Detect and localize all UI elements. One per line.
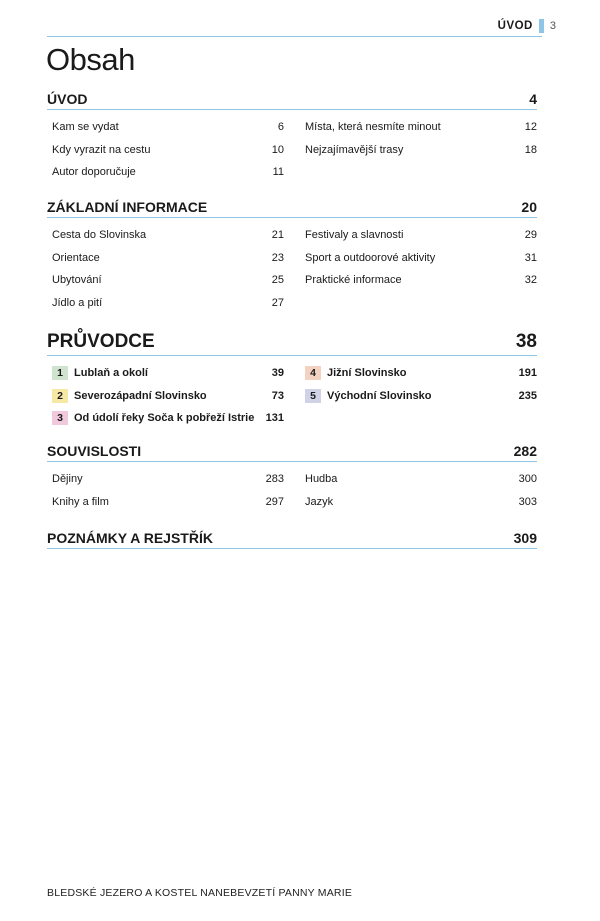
entry-page: 235 bbox=[518, 389, 537, 402]
guide-chapter-entry[interactable] bbox=[305, 362, 537, 385]
entry-label: Lublaň a okolí bbox=[74, 367, 148, 380]
entry-page: 300 bbox=[518, 473, 537, 486]
right-column bbox=[305, 468, 537, 513]
entry-label: Knihy a film bbox=[52, 495, 109, 508]
entry-page: 12 bbox=[524, 121, 537, 134]
section-page: 309 bbox=[513, 530, 537, 546]
entry-page: 39 bbox=[271, 367, 284, 380]
entry-label: Praktické informace bbox=[305, 274, 402, 287]
entry-label: Místa, která nesmíte minout bbox=[305, 121, 441, 134]
entry-page: 25 bbox=[271, 274, 284, 287]
left-column bbox=[47, 362, 284, 430]
entry-page: 303 bbox=[518, 495, 537, 508]
entry-label: Jazyk bbox=[305, 495, 334, 508]
left-column bbox=[47, 468, 284, 513]
chapter-number-badge: 4 bbox=[305, 366, 321, 380]
entry-page: 18 bbox=[524, 143, 537, 156]
entry-label: Sport a outdoorové aktivity bbox=[305, 251, 436, 264]
section-heading[interactable] bbox=[47, 91, 537, 110]
entry-page: 6 bbox=[277, 121, 284, 134]
section-uvod bbox=[47, 91, 537, 184]
section-heading[interactable] bbox=[47, 530, 537, 549]
photo-caption: BLEDSKÉ JEZERO A KOSTEL NANEBEVZETÍ PANNY MARIE bbox=[47, 887, 353, 899]
section-title: POZNÁMKY A REJSTŘÍK bbox=[47, 530, 213, 546]
section-title: ZÁKLADNÍ INFORMACE bbox=[47, 199, 208, 215]
left-column bbox=[47, 224, 284, 314]
entry-label: Od údolí řeky Soča k pobřeží Istrie bbox=[74, 412, 255, 425]
chapter-number-badge: 5 bbox=[305, 389, 321, 403]
section-title: PRŮVODCE bbox=[47, 331, 155, 352]
top-rule bbox=[47, 36, 542, 37]
toc-entry[interactable] bbox=[52, 139, 284, 162]
toc-entry[interactable] bbox=[52, 247, 284, 270]
chapter-number-badge: 3 bbox=[52, 411, 68, 425]
entry-label: Nejzajímavější trasy bbox=[305, 143, 404, 156]
entry-page: 31 bbox=[524, 251, 537, 264]
guide-chapter-entry[interactable] bbox=[52, 362, 284, 385]
guide-chapter-entry[interactable] bbox=[305, 385, 537, 408]
chapter-number-badge: 2 bbox=[52, 389, 68, 403]
entry-label: Orientace bbox=[52, 251, 100, 264]
entry-label: Kdy vyrazit na cestu bbox=[52, 143, 151, 156]
section-title: SOUVISLOSTI bbox=[47, 443, 142, 459]
section-poznamky-a-rejstrik bbox=[47, 530, 537, 549]
entry-page: 73 bbox=[271, 389, 284, 402]
right-column bbox=[305, 116, 537, 184]
entry-label: Ubytování bbox=[52, 274, 102, 287]
entry-page: 23 bbox=[271, 251, 284, 264]
section-zakladni-informace bbox=[47, 199, 537, 314]
entry-label: Autor doporučuje bbox=[52, 166, 136, 179]
toc-entry[interactable] bbox=[305, 247, 537, 270]
entry-label: Jižní Slovinsko bbox=[327, 367, 407, 380]
chapter-number-badge: 1 bbox=[52, 366, 68, 380]
entry-page: 21 bbox=[271, 229, 284, 242]
toc-entry[interactable] bbox=[52, 292, 284, 315]
section-heading[interactable] bbox=[47, 331, 537, 356]
section-page: 282 bbox=[513, 443, 537, 459]
entry-label: Cesta do Slovinska bbox=[52, 229, 147, 242]
accent-bar bbox=[539, 19, 544, 33]
toc-entry[interactable] bbox=[52, 491, 284, 514]
section-title: ÚVOD bbox=[47, 91, 88, 107]
entry-page: 10 bbox=[271, 143, 284, 156]
entry-page: 283 bbox=[265, 473, 284, 486]
left-column bbox=[47, 116, 284, 184]
section-page: 38 bbox=[515, 331, 537, 352]
section-heading[interactable] bbox=[47, 199, 537, 218]
toc-entry[interactable] bbox=[305, 468, 537, 491]
guide-chapter-entry[interactable] bbox=[52, 407, 284, 430]
entry-label: Jídlo a pití bbox=[52, 296, 103, 309]
entry-label: Hudba bbox=[305, 473, 338, 486]
entry-label: Dějiny bbox=[52, 473, 83, 486]
toc-entry[interactable] bbox=[305, 269, 537, 292]
section-heading[interactable] bbox=[47, 443, 537, 462]
section-pruvodce bbox=[47, 331, 537, 430]
section-souvislosti bbox=[47, 443, 537, 513]
toc-entry[interactable] bbox=[52, 116, 284, 139]
guide-chapter-entry[interactable] bbox=[52, 385, 284, 408]
toc-entry[interactable] bbox=[305, 491, 537, 514]
entry-label: Kam se vydat bbox=[52, 121, 119, 134]
entry-page: 191 bbox=[518, 367, 537, 380]
toc-entry[interactable] bbox=[305, 224, 537, 247]
entry-label: Severozápadní Slovinsko bbox=[74, 389, 207, 402]
entry-page: 32 bbox=[524, 274, 537, 287]
running-header-label: ÚVOD bbox=[497, 20, 533, 32]
entry-label: Východní Slovinsko bbox=[327, 389, 432, 402]
right-column bbox=[305, 224, 537, 314]
entry-label: Festivaly a slavnosti bbox=[305, 229, 404, 242]
toc-entry[interactable] bbox=[52, 224, 284, 247]
toc-entry[interactable] bbox=[52, 161, 284, 184]
entry-page: 131 bbox=[265, 412, 284, 425]
entry-page: 27 bbox=[271, 296, 284, 309]
section-page: 20 bbox=[521, 199, 537, 215]
page-title: Obsah bbox=[46, 42, 135, 77]
toc-entry[interactable] bbox=[305, 116, 537, 139]
entry-page: 297 bbox=[265, 495, 284, 508]
right-column bbox=[305, 362, 537, 430]
toc-entry[interactable] bbox=[52, 468, 284, 491]
entry-page: 11 bbox=[272, 166, 284, 179]
running-header bbox=[498, 19, 556, 33]
section-page: 4 bbox=[529, 91, 537, 107]
entry-page: 29 bbox=[524, 229, 537, 242]
page-number: 3 bbox=[549, 20, 556, 32]
toc-entry[interactable] bbox=[305, 139, 537, 162]
toc-entry[interactable] bbox=[52, 269, 284, 292]
